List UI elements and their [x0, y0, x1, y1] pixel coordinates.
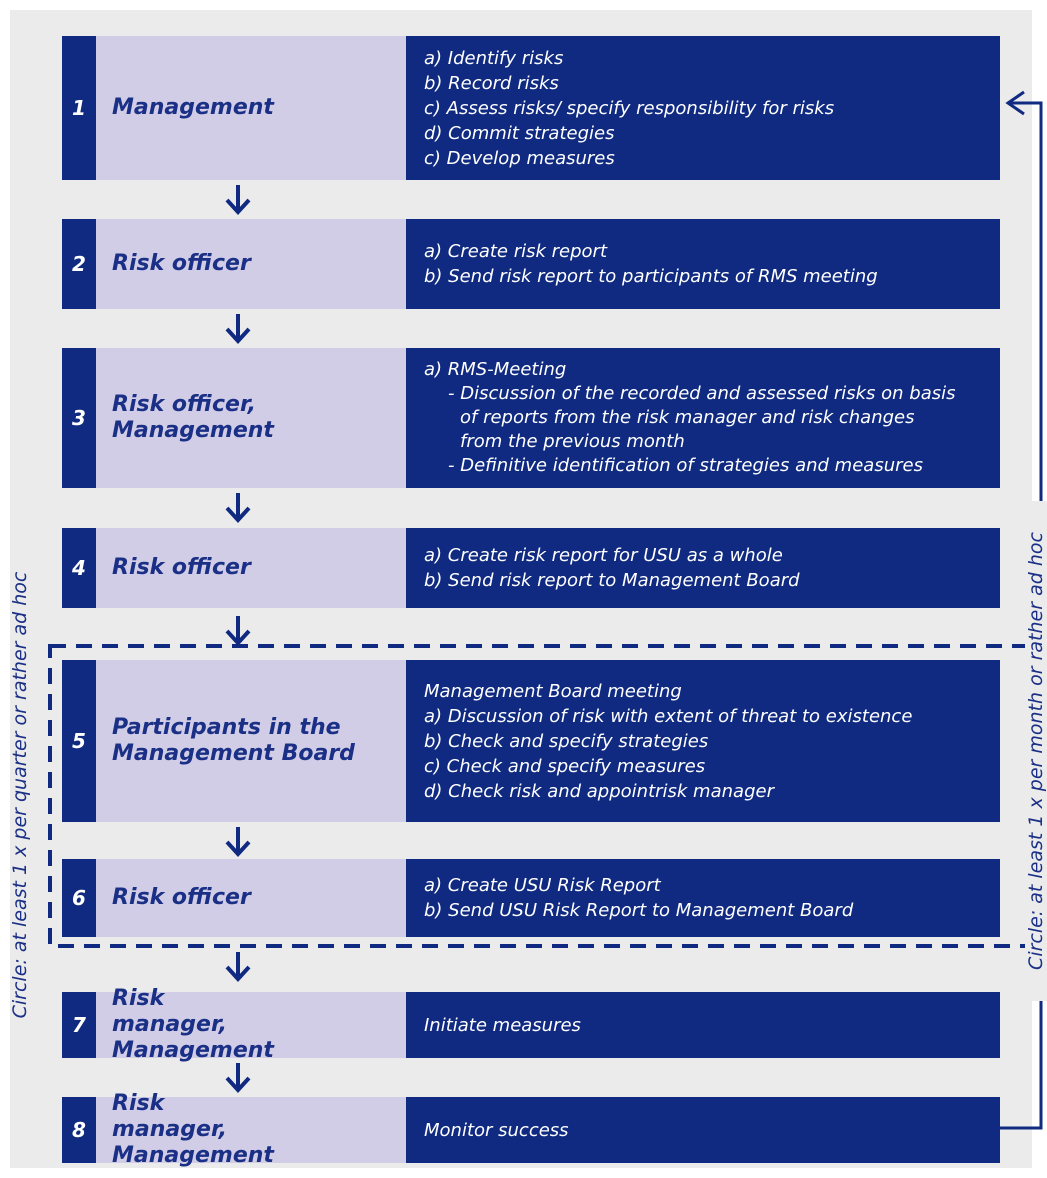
step-6-number: 6 — [62, 859, 96, 937]
step-2-number: 2 — [62, 219, 96, 309]
step-8-actor: Risk manager, Management — [96, 1097, 406, 1163]
step-5-task: b) Check and specify strategies — [424, 730, 709, 752]
step-5-task: a) Discussion of risk with extent of threat to existence — [424, 705, 913, 727]
step-2-task: a) Create risk report — [424, 241, 607, 262]
step-4-task: a) Create risk report for USU as a whole — [424, 545, 783, 566]
step-4-actor: Risk officer — [96, 528, 406, 608]
step-1-task: a) Identify risks — [424, 47, 564, 69]
step-5-actor: Participants in the Management Board — [96, 660, 406, 822]
step-3-task: - Definitive identification of strategies and measures — [448, 455, 923, 476]
step-1-task: c) Assess risks/ specify responsibility for risks — [424, 97, 835, 119]
step-2-task: b) Send risk report to participants of RMS meeting — [424, 266, 878, 287]
step-2-actor: Risk officer — [96, 219, 406, 309]
step-5-number: 5 — [62, 660, 96, 822]
step-3-task: a) RMS-Meeting — [424, 359, 567, 380]
step-6-task: b) Send USU Risk Report to Management Board — [424, 900, 854, 921]
step-4-number: 4 — [62, 528, 96, 608]
step-3-task: of reports from the risk manager and risk changes — [460, 407, 915, 428]
step-4-task: b) Send risk report to Management Board — [424, 570, 800, 591]
step-1-task: b) Record risks — [424, 72, 559, 94]
step-1-actor: Management — [96, 36, 406, 180]
step-7-number: 7 — [62, 992, 96, 1058]
step-3-number: 3 — [62, 348, 96, 488]
step-5-task: Management Board meeting — [424, 680, 682, 702]
step-5-task: d) Check risk and appointrisk manager — [424, 780, 774, 802]
step-6-actor: Risk officer — [96, 859, 406, 937]
step-5-task: c) Check and specify measures — [424, 755, 706, 777]
step-8-number: 8 — [62, 1097, 96, 1163]
quarterly-loop-dashed-box — [50, 646, 1030, 946]
step-7-task: Initiate measures — [424, 1014, 581, 1036]
step-3-task: - Discussion of the recorded and assessed risks on basis — [448, 383, 956, 404]
step-6-task: a) Create USU Risk Report — [424, 875, 661, 896]
right-loop-label: Circle: at least 1 x per month or rather ad hoc — [1025, 501, 1047, 1001]
step-7-actor: Risk manager, Management — [96, 992, 406, 1058]
step-1-number: 1 — [62, 36, 96, 180]
step-8-task: Monitor success — [424, 1119, 569, 1141]
step-1-task: d) Commit strategies — [424, 122, 615, 144]
step-1-task: c) Develop measures — [424, 147, 615, 169]
step-3-actor: Risk officer, Management — [96, 348, 406, 488]
step-3-task: from the previous month — [460, 431, 685, 452]
left-loop-label: Circle: at least 1 x per quarter or rather ad hoc — [9, 571, 31, 1019]
